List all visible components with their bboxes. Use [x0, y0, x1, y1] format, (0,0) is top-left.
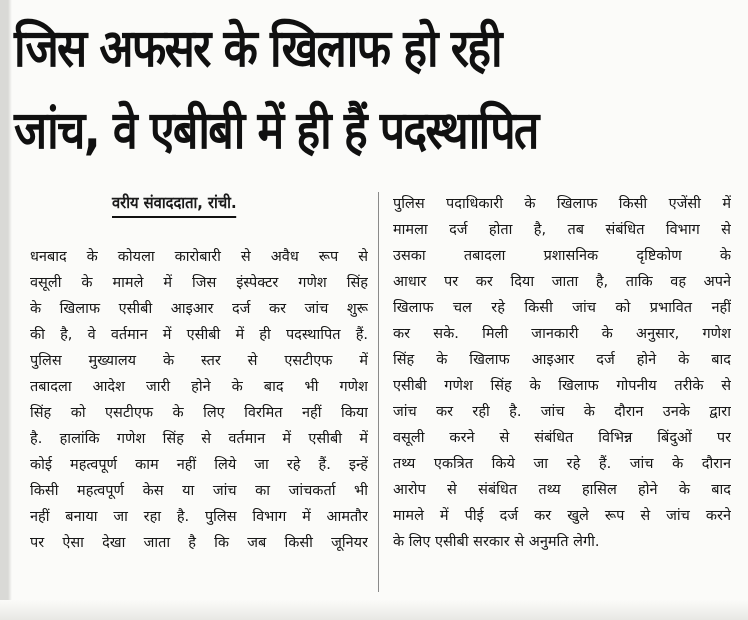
body-line: कोई महत्वपूर्ण काम नहीं लिये जा रहे हैं. इन्हें	[30, 457, 368, 473]
page-bottom-edge	[0, 600, 748, 620]
article-column-right	[393, 191, 731, 555]
body-line: आरोप से संबंधित तथ्य हासिल होने के बाद	[393, 482, 731, 498]
article-column-left	[30, 244, 368, 556]
body-line: खिलाफ चल रहे किसी जांच को प्रभावित नहीं	[393, 300, 731, 316]
headline-line-2: जांच, वे एबीबी में ही हैं पदस्थापित	[14, 101, 538, 161]
body-line: के खिलाफ एसीबी आइआर दर्ज कर जांच शुरू	[30, 301, 368, 317]
headline-line-1: जिस अफसर के खिलाफ हो रही	[14, 19, 501, 79]
body-line: के लिए एसीबी सरकार से अनुमति लेगी.	[393, 534, 600, 550]
column-divider	[378, 192, 379, 592]
body-line: की है, वे वर्तमान में एसीबी में ही पदस्थापित हैं.	[30, 327, 368, 343]
body-line: मामले में पीई दर्ज कर खुले रूप से जांच करने	[393, 508, 731, 524]
body-line: पुलिस मुख्यालय के स्तर से एसटीएफ में	[30, 353, 368, 369]
body-line: तबादला आदेश जारी होने के बाद भी गणेश	[30, 379, 368, 395]
body-line: पर ऐसा देखा जाता है कि जब किसी जूनियर	[30, 535, 368, 551]
body-line: आधार पर कर दिया जाता है, ताकि वह अपने	[393, 274, 731, 290]
page-edge-shadow	[0, 0, 12, 620]
body-line: मामला दर्ज होता है, तब संबंधित विभाग से	[393, 222, 731, 238]
body-line: है. हालांकि गणेश सिंह से वर्तमान में एसीबी में	[30, 431, 368, 447]
body-line: तथ्य एकत्रित किये जा रहे हैं. जांच के दौरान	[393, 456, 731, 472]
body-line: पुलिस पदाधिकारी के खिलाफ किसी एजेंसी में	[393, 196, 731, 212]
body-line: नहीं बनाया जा रहा है. पुलिस विभाग में आमतौर	[30, 509, 368, 525]
article-headline	[14, 8, 744, 172]
body-line: वसूली करने से संबंधित विभिन्न बिंदुओं पर	[393, 430, 731, 446]
body-line: जांच कर रही है. जांच के दौरान उनके द्वारा	[393, 404, 731, 420]
body-line: सिंह के खिलाफ आइआर दर्ज होने के बाद	[393, 352, 731, 368]
body-line: किसी महत्वपूर्ण केस या जांच का जांचकर्ता भी	[30, 483, 368, 499]
body-line: कर सके. मिली जानकारी के अनुसार, गणेश	[393, 326, 731, 342]
body-line: उसका तबादला प्रशासनिक दृष्टिकोण के	[393, 248, 731, 264]
article-byline: वरीय संवाददाता, रांची.	[112, 191, 237, 218]
body-line: सिंह को एसटीएफ के लिए विरमित नहीं किया	[30, 405, 368, 421]
body-line: एसीबी गणेश सिंह के खिलाफ गोपनीय तरीके से	[393, 378, 731, 394]
body-line: वसूली के मामले में जिस इंस्पेक्टर गणेश सिंह	[30, 275, 368, 291]
body-line: धनबाद के कोयला कारोबारी से अवैध रूप से	[30, 249, 368, 265]
